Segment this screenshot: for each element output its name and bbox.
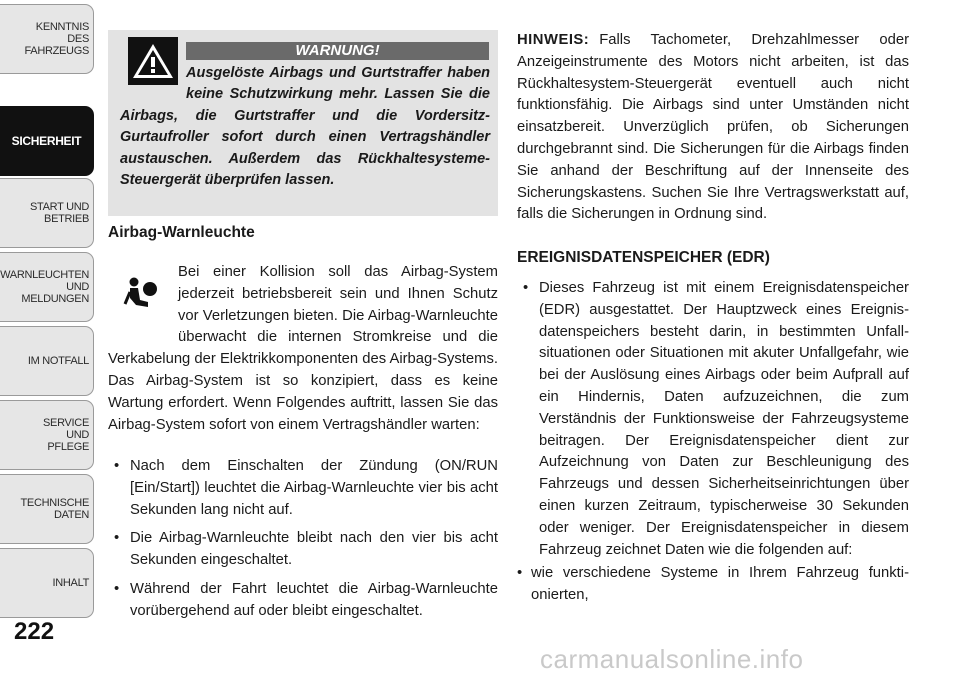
tab-label-line: UND: [66, 281, 89, 293]
list-item: • Dieses Fahrzeug ist mit einem Ereignisdatenspeicher (EDR) ausgestattet. Der Hauptzweck eines Ereignisdatenspeichers besteht darin, in bestimmten Unfallsituationen oder Situationen mit akuter Unfallgefahr, wie bei der Auslösung eines Airbags oder beim Aufprall auf ein Hindernis, Daten aufzuzeichnen, die zum Verständnis der Funktionsweise der Fahrzeugsysteme beitragen. Der Ereignisdatenspeicher dient zur Aufzeichnung von Daten zur Beschleunigung des Fahrzeugs und dessen Sicherheitseinrichtungen über einen kurzen Zeitraum, typischerweise 30 Sekunden oder weniger. Der Ereignisdatenspeicher in diesem Fahrzeug zeichnet Daten wie die folgenden auf:: [517, 278, 909, 561]
tab-label-line: IM NOTFALL: [27, 355, 89, 367]
airbag-paragraph: [108, 262, 498, 436]
tab-label-line: SICHERHEIT: [11, 134, 82, 148]
tab-technische-daten[interactable]: [0, 474, 94, 544]
warning-text: [120, 63, 490, 191]
watermark: carmanualsonline.info: [540, 644, 804, 674]
tab-label-line: INHALT: [52, 577, 89, 589]
hinweis-text: Falls Tachometer, Drehzahlmesser oder Anzeigeinstrumente des Motors nicht arbeiten, ist das Rückhaltesystem-Steuergerät eventuell auch nicht funktionsfähig. Die Airbags sind unter Umständen nicht einsatzbereit. Unverzüglich prüfen, ob Sicherungen durchgebrannt sind. Die Sicherungen für die Airbags finden Sie anhand der Beschriftung auf der Innenseite des Sicherungskastens. Suchen Sie Ihre Vertragswerkstatt auf, falls die Sicherungen in Ordnung sind.: [517, 32, 909, 223]
tab-label-line: KENNTNIS: [35, 21, 89, 33]
tab-start-und-betrieb[interactable]: [0, 178, 94, 248]
hinweis-label: HINWEIS:: [517, 32, 590, 48]
airbag-section-heading: Airbag-Warnleuchte: [108, 224, 255, 241]
tab-im-notfall[interactable]: [0, 326, 94, 396]
warning-title: WARNUNG!: [186, 42, 489, 60]
tab-label-line: FAHRZEUGS: [24, 45, 89, 57]
page-number: 222: [14, 618, 55, 645]
tab-label-line: WARNLEUCHTEN: [0, 269, 89, 281]
tab-label-line: BETRIEB: [44, 213, 89, 225]
tab-label-line: TECHNISCHE: [20, 497, 89, 509]
tab-warnleuchten-und-meldungen[interactable]: [0, 252, 94, 322]
tab-label-line: DES: [67, 33, 89, 45]
tab-kenntnis-des-fahrzeugs[interactable]: [0, 4, 94, 74]
hinweis-paragraph: [517, 30, 909, 226]
tab-sicherheit[interactable]: [0, 106, 94, 176]
list-item: • Die Airbag-Warnleuchte bleibt nach den vier bis acht Sekunden eingeschaltet.: [108, 528, 498, 572]
edr-bullet-list: [517, 278, 909, 609]
list-item: • Während der Fahrt leuchtet die Airbag-Warnleuchte vorübergehend auf oder bleibt eingeschaltet.: [108, 579, 498, 623]
tab-label-line: DATEN: [54, 509, 89, 521]
tab-inhalt[interactable]: [0, 548, 94, 618]
tab-service-und-pflege[interactable]: [0, 400, 94, 470]
tab-label-line: START UND: [29, 201, 89, 213]
airbag-bullet-list: [108, 456, 498, 630]
tab-label-line: MELDUNGEN: [21, 293, 89, 305]
airbag-paragraph-text: Bei einer Kollision soll das Airbag-System jederzeit betriebsbereit sein und Ihnen Schutz vor Verletzungen bieten. Die Airbag-Warnleuchte überwacht die internen Stromkreise und die Verkabelung der Elektrikkomponenten des Airbag-Systems. Das Airbag-System ist so konzipiert, dass es keine Wartung erfordert. Wenn Folgendes auftritt, lassen Sie das Airbag-System sofort von einem Vertragshändler warten:: [108, 264, 498, 433]
warning-text-content: Ausgelöste Airbags und Gurtstraffer haben keine Schutzwirkung mehr. Lassen Sie die Airbags, die Gurtstraffer und die Vordersitz-Gurtaufroller sofort durch einen Vertragshändler austauschen. Außerdem das Rückhaltesysteme-Steuergerät überprüfen lassen.: [120, 65, 490, 189]
edr-heading: EREIGNISDATENSPEICHER (EDR): [517, 249, 770, 266]
tab-label-line: UND: [66, 429, 89, 441]
tab-label-line: PFLEGE: [47, 441, 89, 453]
tab-label-line: SERVICE: [43, 417, 89, 429]
list-item: • wie verschiedene Systeme in Ihrem Fahrzeug funktionierten,: [517, 563, 909, 607]
list-item: • Nach dem Einschalten der Zündung (ON/RUN [Ein/Start]) leuchtet die Airbag-Warnleuchte vier bis acht Sekunden lang nicht auf.: [108, 456, 498, 521]
section-tabs: [0, 0, 96, 620]
